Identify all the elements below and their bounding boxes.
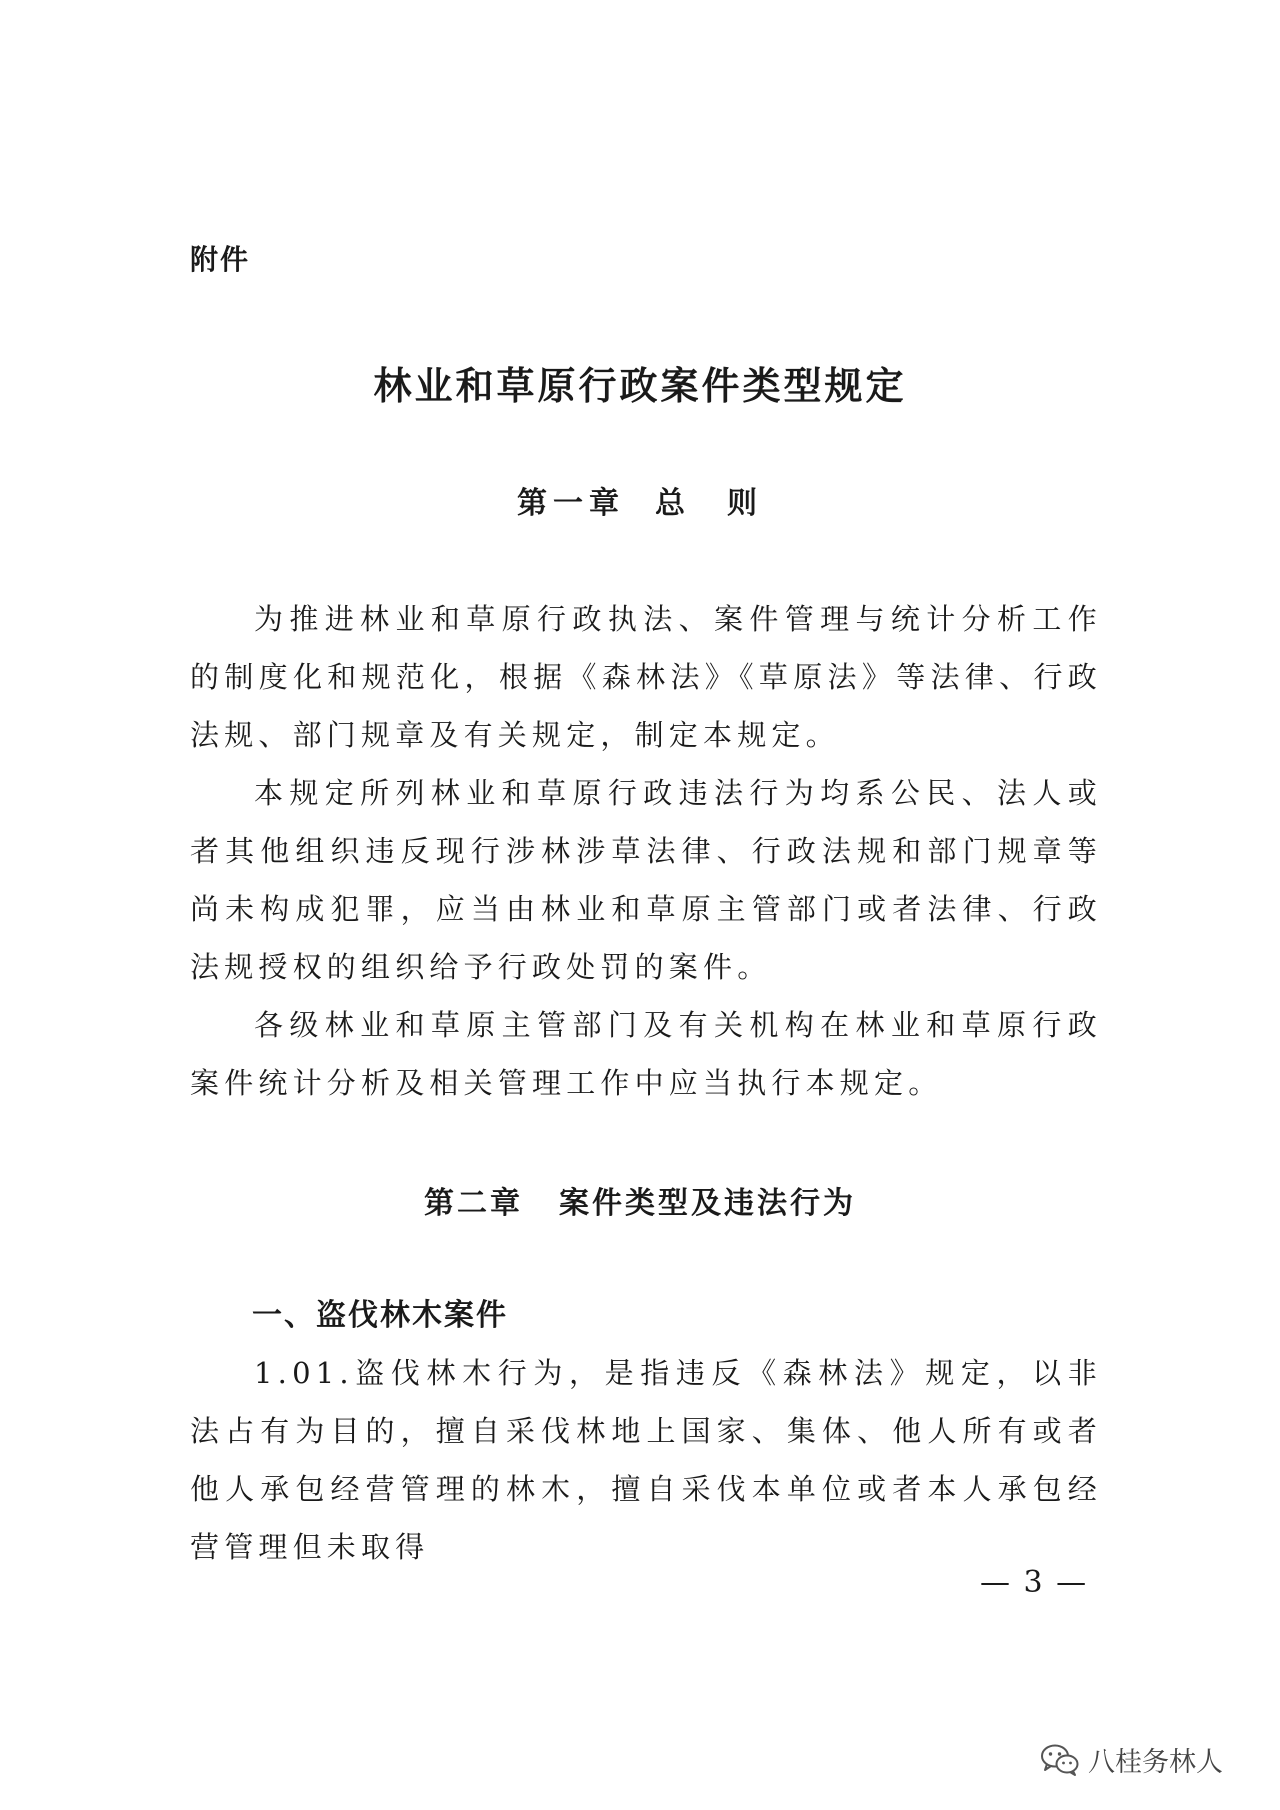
chapter-1-paragraph-1: 为推进林业和草原行政执法、案件管理与统计分析工作的制度化和规范化，根据《森林法》《草原法》等法律、行政法规、部门规章及有关规定，制定本规定。 — [190, 602, 1102, 752]
chapter-1-paragraph-3: 各级林业和草原主管部门及有关机构在林业和草原行政案件统计分析及相关管理工作中应当执行本规定。 — [190, 1008, 1102, 1100]
attachment-label: 附件 — [190, 243, 251, 276]
section-1-heading: 一、盗伐林木案件 — [252, 1298, 508, 1333]
chapter-1-name: 总 则 — [655, 486, 763, 521]
watermark-text: 八桂务林人 — [1088, 1747, 1223, 1778]
section-1-paragraph: 1.01.盗伐林木行为，是指违反《森林法》规定，以非法占有为目的，擅自采伐林地上国家、集体、他人所有或者他人承包经营管理的林木，擅自采伐本单位或者本人承包经营管理但未取得 — [190, 1356, 1102, 1564]
chapter-1-number: 第一章 — [517, 486, 625, 521]
chapter-2-heading — [0, 1178, 1280, 1222]
wechat-icon — [1040, 1743, 1080, 1777]
chapter-2-number: 第二章 — [424, 1186, 523, 1221]
page-number: — 3 — — [980, 1565, 1089, 1600]
watermark — [1040, 1740, 1223, 1779]
chapter-1-heading — [0, 478, 1280, 522]
chapter-1-paragraph-2: 本规定所列林业和草原行政违法行为均系公民、法人或者其他组织违反现行涉林涉草法律、行政法规和部门规章等尚未构成犯罪，应当由林业和草原主管部门或者法律、行政法规授权的组织给予行政处罚的案件。 — [190, 776, 1102, 984]
chapter-2-name: 案件类型及违法行为 — [559, 1186, 856, 1221]
document-title: 林业和草原行政案件类型规定 — [373, 363, 907, 408]
